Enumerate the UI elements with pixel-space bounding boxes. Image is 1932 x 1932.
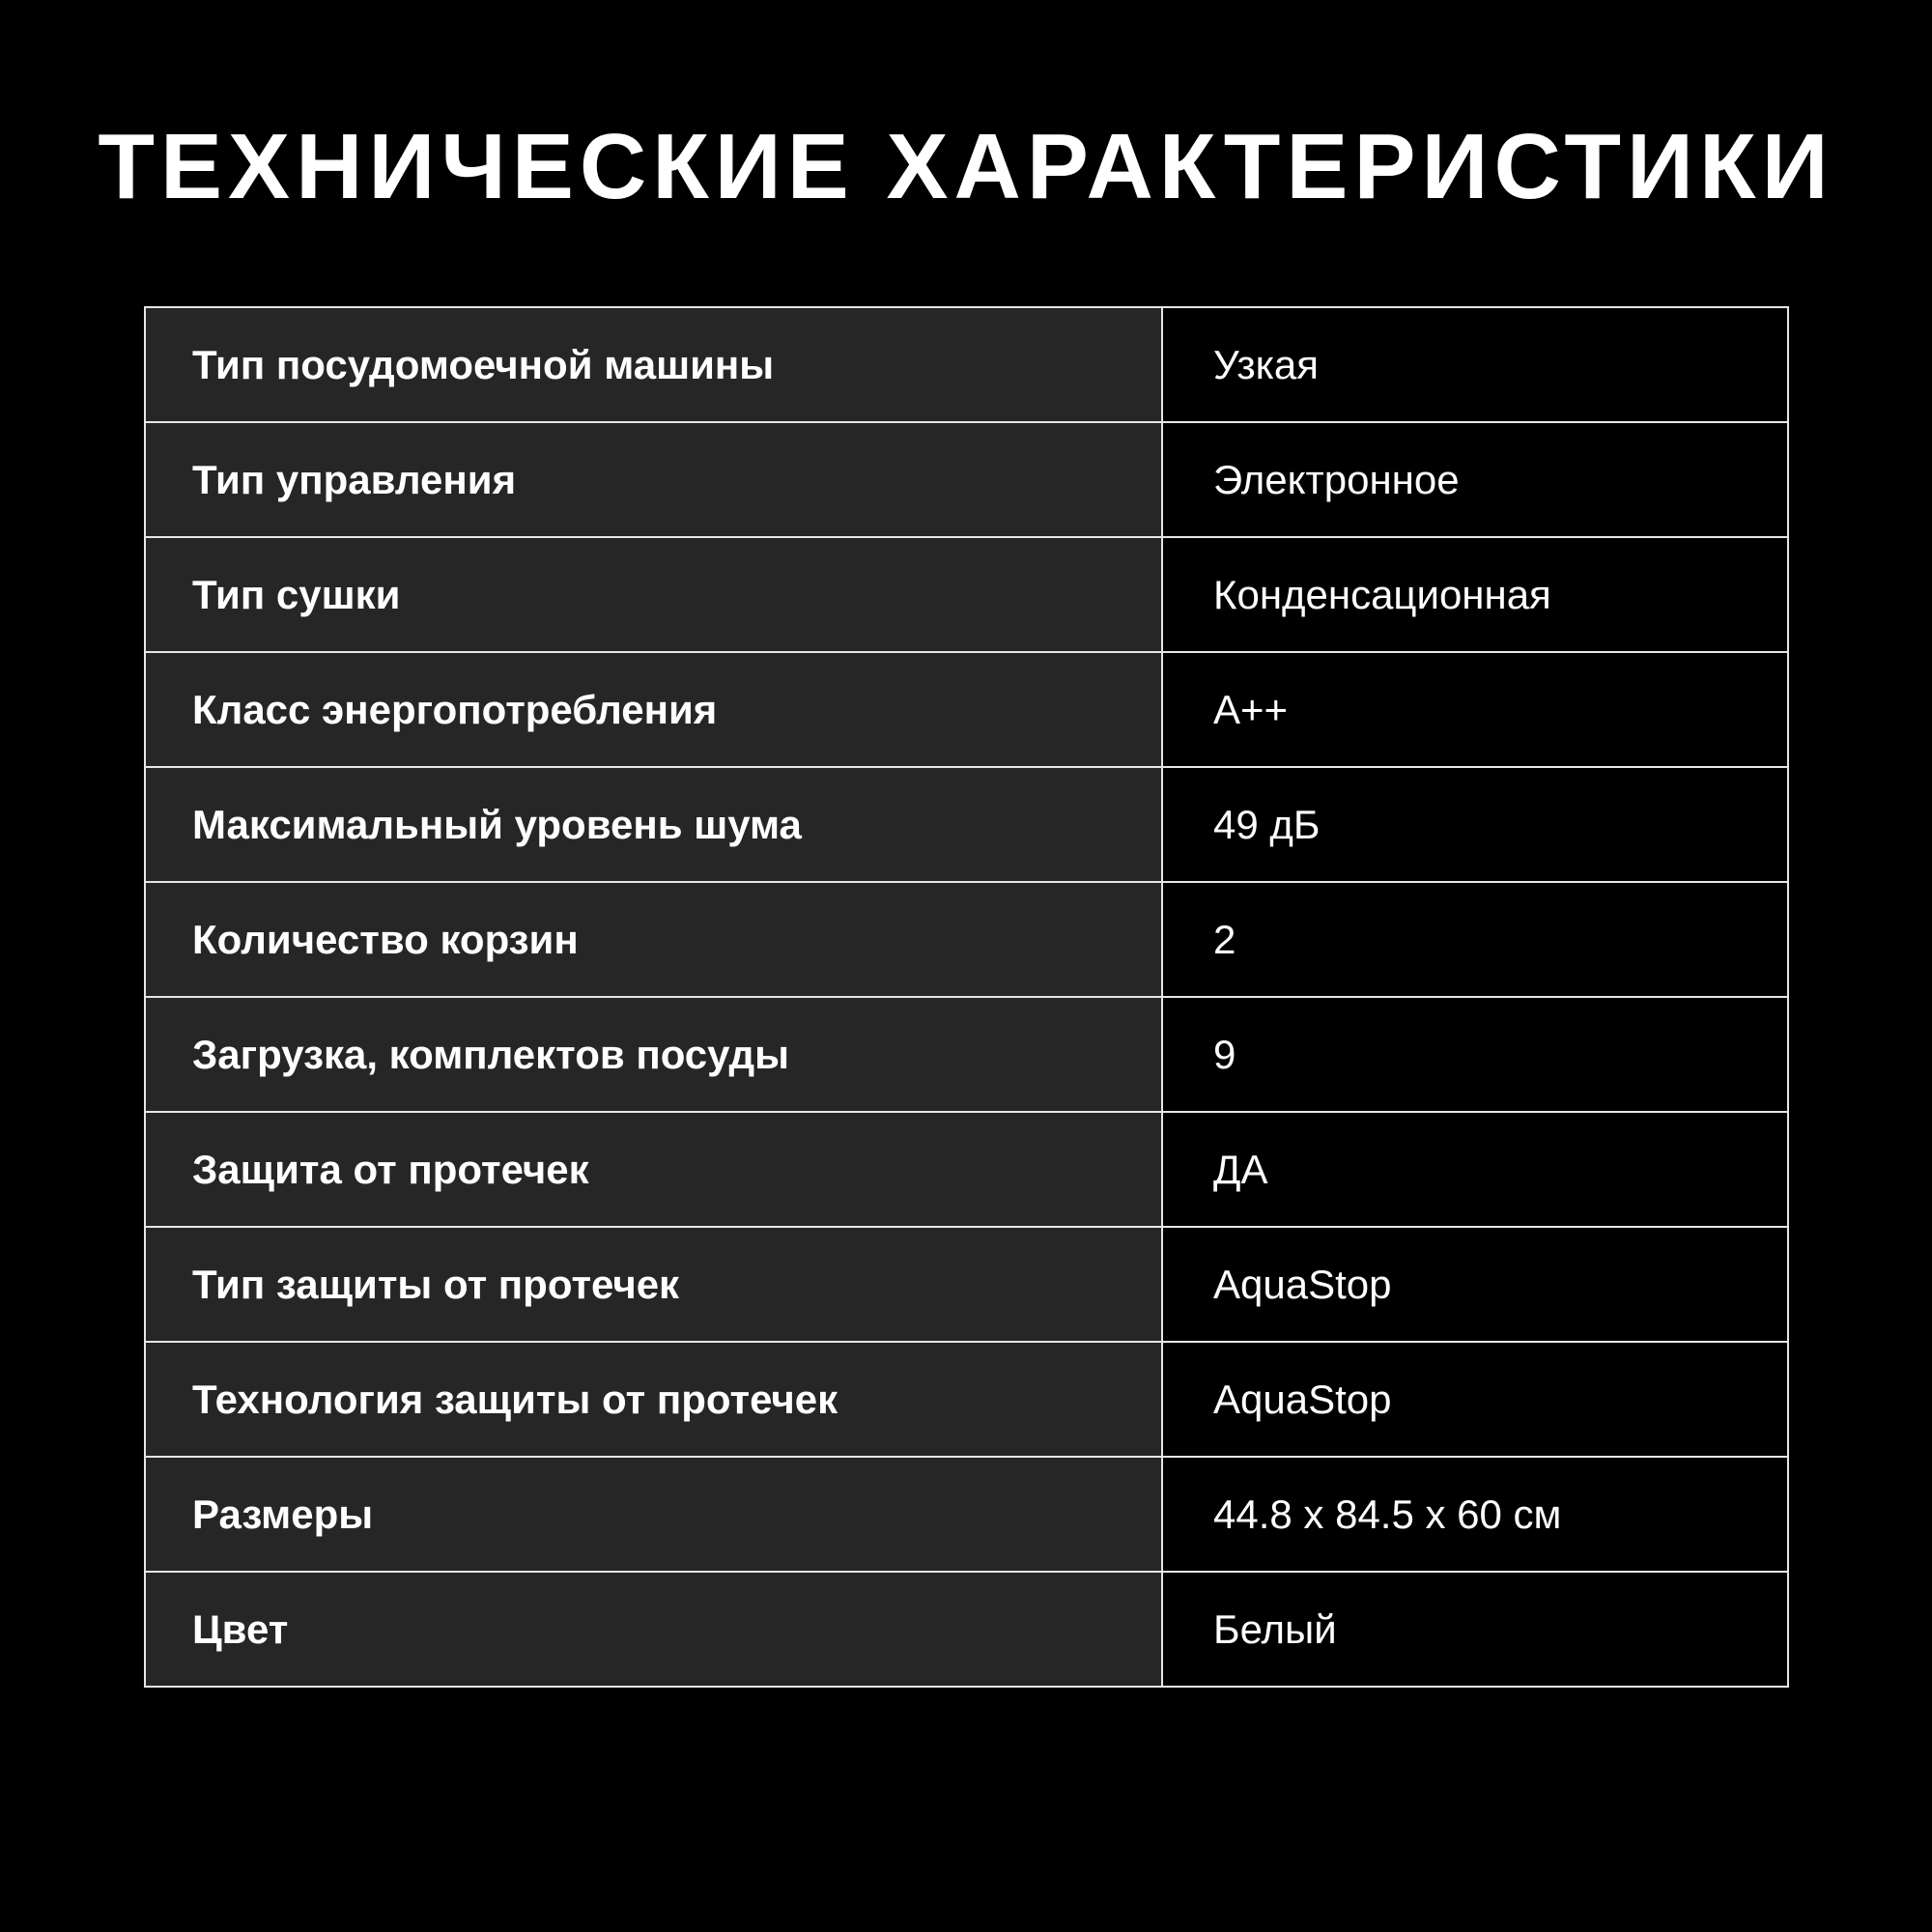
spec-row xyxy=(145,537,1788,652)
spec-label: Максимальный уровень шума xyxy=(145,767,1162,882)
spec-value: Конденсационная xyxy=(1162,537,1788,652)
spec-table xyxy=(144,306,1789,1688)
spec-label: Размеры xyxy=(145,1457,1162,1572)
spec-label: Загрузка, комплектов посуды xyxy=(145,997,1162,1112)
spec-value: 2 xyxy=(1162,882,1788,997)
spec-value: 44.8 x 84.5 x 60 см xyxy=(1162,1457,1788,1572)
spec-label: Количество корзин xyxy=(145,882,1162,997)
spec-label: Цвет xyxy=(145,1572,1162,1687)
spec-row xyxy=(145,997,1788,1112)
spec-value: А++ xyxy=(1162,652,1788,767)
spec-label: Тип посудомоечной машины xyxy=(145,307,1162,422)
spec-row xyxy=(145,307,1788,422)
spec-row xyxy=(145,1112,1788,1227)
spec-row xyxy=(145,1342,1788,1457)
spec-value: AquaStop xyxy=(1162,1342,1788,1457)
spec-label: Тип защиты от протечек xyxy=(145,1227,1162,1342)
spec-value: AquaStop xyxy=(1162,1227,1788,1342)
spec-value: Электронное xyxy=(1162,422,1788,537)
spec-row xyxy=(145,652,1788,767)
spec-value: Узкая xyxy=(1162,307,1788,422)
spec-row xyxy=(145,1227,1788,1342)
spec-row xyxy=(145,1572,1788,1687)
spec-label: Защита от протечек xyxy=(145,1112,1162,1227)
spec-row xyxy=(145,882,1788,997)
spec-row xyxy=(145,422,1788,537)
spec-value: 49 дБ xyxy=(1162,767,1788,882)
spec-value: Белый xyxy=(1162,1572,1788,1687)
spec-label: Класс энергопотребления xyxy=(145,652,1162,767)
spec-row xyxy=(145,1457,1788,1572)
spec-value: 9 xyxy=(1162,997,1788,1112)
spec-label: Технология защиты от протечек xyxy=(145,1342,1162,1457)
spec-label: Тип сушки xyxy=(145,537,1162,652)
spec-row xyxy=(145,767,1788,882)
page-title: ТЕХНИЧЕСКИЕ ХАРАКТЕРИСТИКИ xyxy=(98,115,1834,218)
spec-value: ДА xyxy=(1162,1112,1788,1227)
spec-label: Тип управления xyxy=(145,422,1162,537)
